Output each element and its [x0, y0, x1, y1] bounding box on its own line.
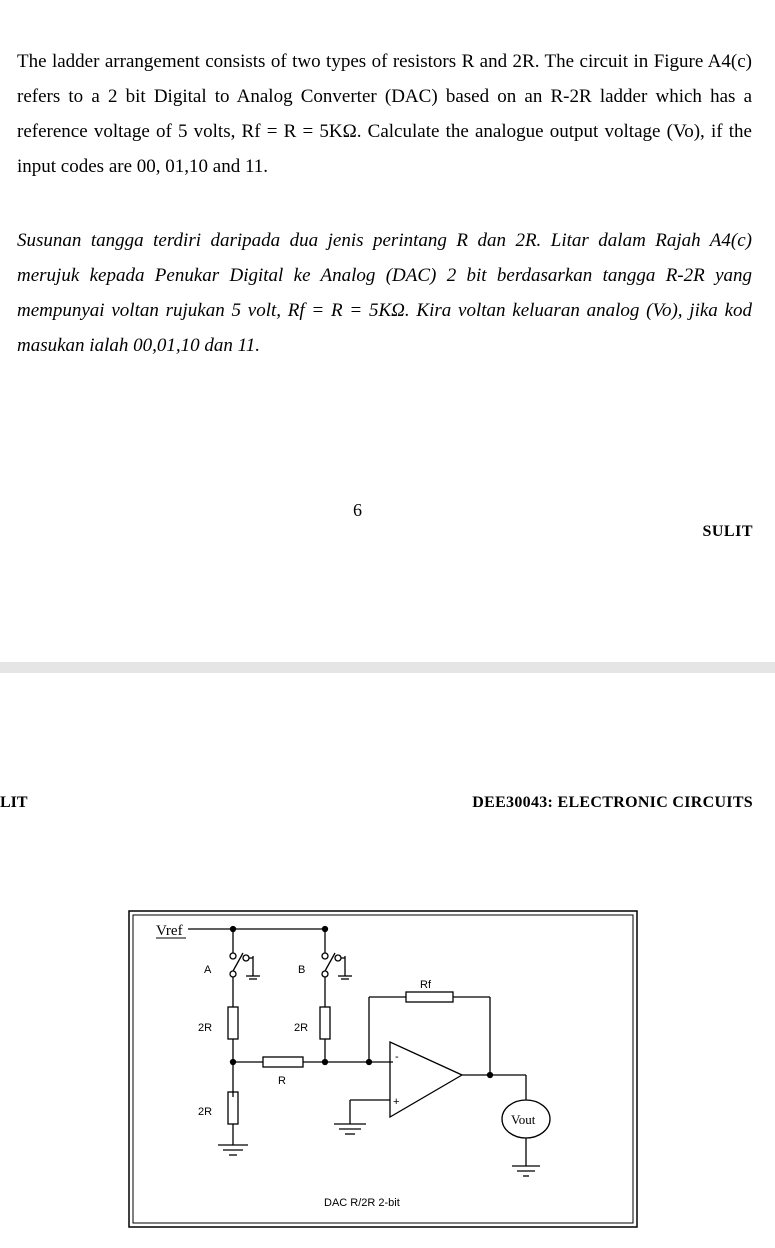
switch-b-contact-top [322, 953, 328, 959]
figure-caption: DAC R/2R 2-bit [324, 1197, 400, 1209]
header-sulit: LIT [0, 794, 28, 811]
resistor-r [263, 1057, 303, 1067]
figure-frame [129, 911, 637, 1227]
page-separator [0, 662, 775, 673]
switch-a-contact-top [230, 953, 236, 959]
switch-b-blade [325, 953, 335, 971]
circuit-figure [128, 910, 638, 1228]
resistor-2r-b [320, 1007, 330, 1039]
figure-inner-frame [133, 915, 633, 1223]
label-2r-bottom: 2R [198, 1106, 213, 1118]
op-amp-minus: - [395, 1051, 399, 1063]
footer-sulit: SULIT [702, 523, 753, 540]
label-r: R [278, 1075, 286, 1087]
label-2r-a: 2R [198, 1022, 213, 1034]
switch-b-label: B [298, 964, 306, 976]
circuit-diagram [128, 910, 638, 1228]
question-text-english: The ladder arrangement consists of two types of resistors R and 2R. The circuit in Figure A4(c) refers to a 2 bit Digital to Analog Converter (DAC) based on an R-2R ladder which has a reference voltage of 5 volts, Rf = R = 5KΩ. Calculate the analogue output voltage (Vo), if the input codes are 00, 01,10 and 11. [17, 51, 752, 177]
page-number: 6 [353, 500, 362, 520]
op-amp-plus: + [393, 1096, 400, 1108]
switch-a-blade [233, 953, 243, 971]
vout-label: Vout [511, 1112, 536, 1127]
resistor-rf [406, 992, 453, 1002]
op-amp-triangle [390, 1042, 462, 1117]
label-rf: Rf [420, 979, 431, 991]
label-2r-b: 2R [294, 1022, 309, 1034]
question-text-malay: Susunan tangga terdiri daripada dua jenis perintang R dan 2R. Litar dalam Rajah A4(c) merujuk kepada Penukar Digital ke Analog (DAC) 2 bit berdasarkan tangga R-2R yang mempunyai voltan rujukan 5 volt, Rf = R = 5KΩ. Kira voltan keluaran analog (Vo), jika kod masukan ialah 00,01,10 dan 11. [17, 230, 752, 356]
course-code-header: DEE30043: ELECTRONIC CIRCUITS [472, 794, 753, 811]
vref-label: Vref [156, 923, 183, 939]
resistor-2r-a [228, 1007, 238, 1039]
switch-a-label: A [204, 964, 212, 976]
